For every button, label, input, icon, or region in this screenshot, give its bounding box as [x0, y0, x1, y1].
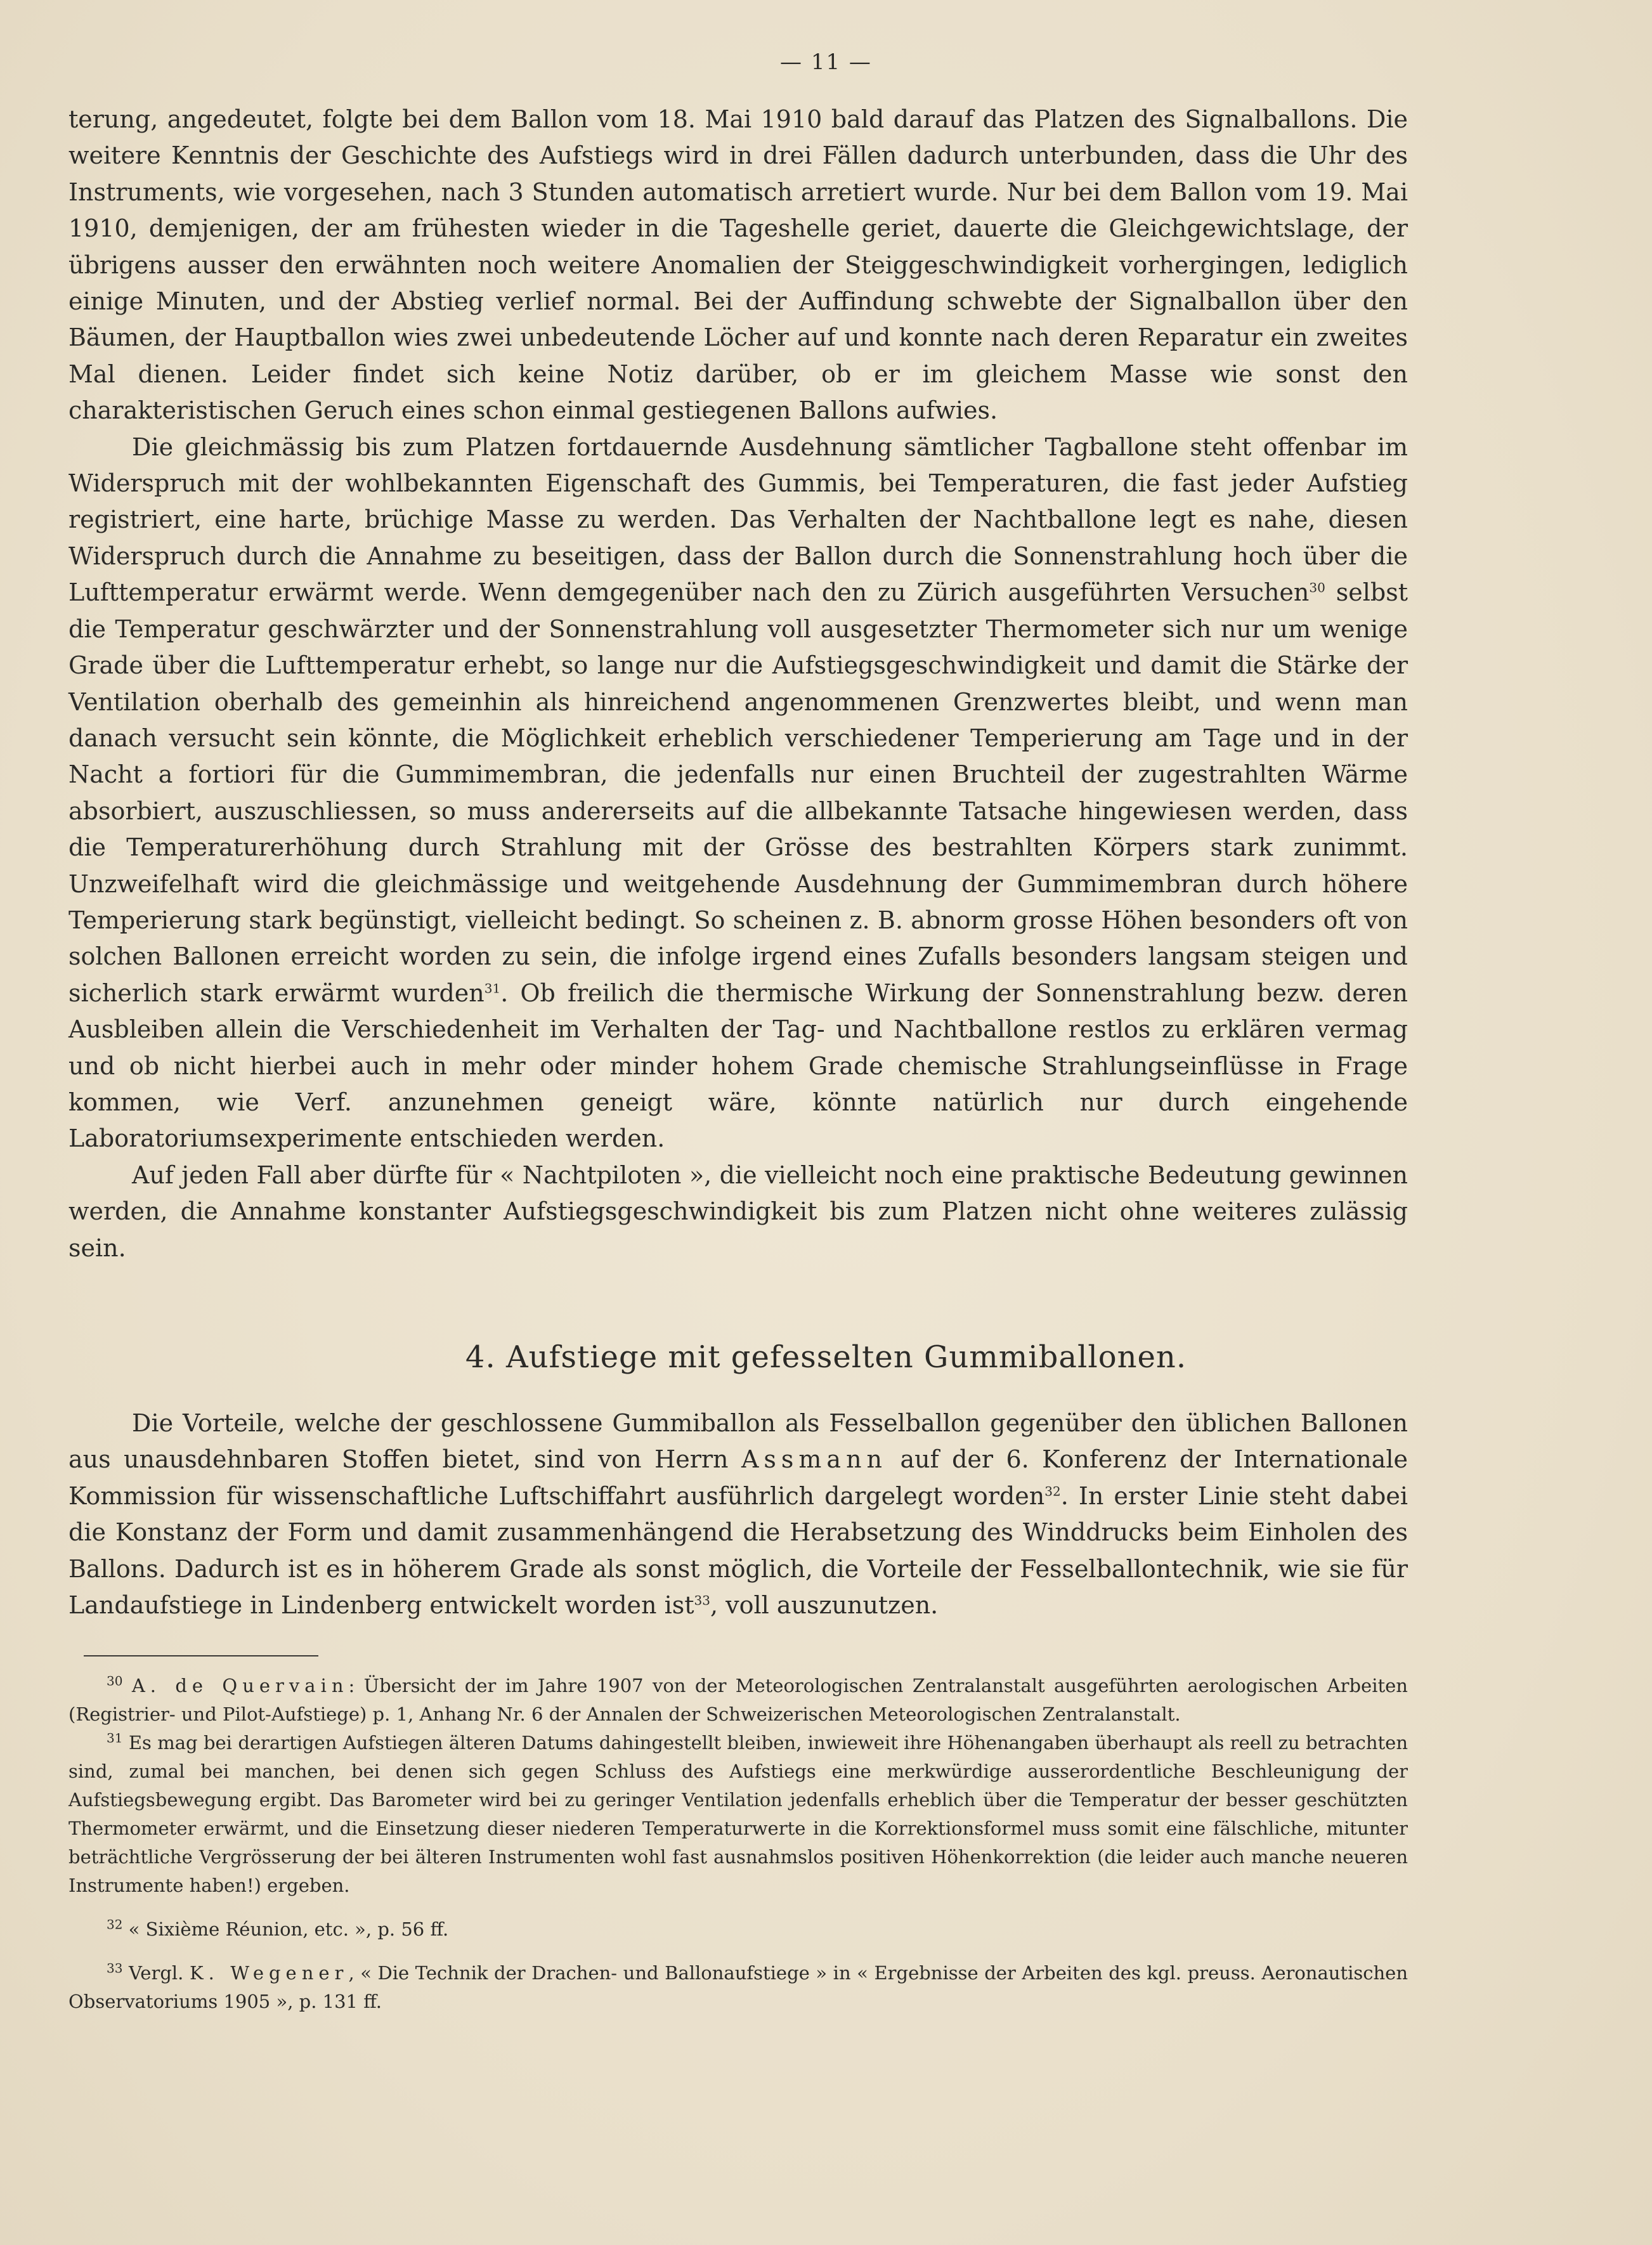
section-paragraph-part-d: , voll auszunutzen.: [710, 1591, 939, 1620]
footnote-33: [68, 1959, 1408, 2016]
section-text: [68, 1405, 1408, 1624]
footnote-31-number: 31: [107, 1730, 123, 1746]
footnote-33-prefix: Vergl.: [129, 1962, 184, 1984]
footnote-ref-33: 33: [694, 1592, 710, 1608]
main-text: [68, 101, 1408, 1266]
author-name-assmann: Assmann: [741, 1445, 888, 1474]
footnote-33-author: K. Wegener: [189, 1962, 349, 1984]
paragraph-2-part-3: . Ob freilich die thermische Wirkung der Sonnenstrahlung bezw. deren Ausbleiben allein die Verschiedenheit im Verhalten der Tag- und Nachtballone restlos zu erklären vermag und ob nicht hierbei auch in mehr oder minder hohem Grade chemische Strahlungseinflüsse in Frage kommen, wie Verf. anzunehmen geneigt wäre, könnte natürlich nur durch eingehende Laboratoriumsexperimente entschieden werden.: [68, 979, 1408, 1153]
footnote-32: [68, 1915, 1408, 1944]
section-paragraph-part-a: Die Vorteile, welche der geschlossene Gummiballon als Fesselballon gegenüber den üblichen Ballonen aus unausdehnbaren Stoffen bietet, sind von Herrn: [68, 1409, 1408, 1474]
paragraph-2: [68, 429, 1408, 1157]
footnote-ref-32: 32: [1044, 1483, 1061, 1499]
section-heading: 4. Aufstiege mit gefesselten Gummiballonen.: [465, 1339, 1187, 1375]
footnote-33-number: 33: [107, 1960, 123, 1976]
paragraph-2-part-1: Die gleichmässig bis zum Platzen fortdauernde Ausdehnung sämtlicher Tagballone steht offenbar im Widerspruch mit der wohlbekannten Eigenschaft des Gummis, bei Temperaturen, die fast jeder Aufstieg registriert, eine harte, brüchige Masse zu werden. Das Verhalten der Nachtballone legt es nahe, diesen Widerspruch durch die Annahme zu beseitigen, dass der Ballon durch die Sonnenstrahlung hoch über die Lufttemperatur erwärmt werde. Wenn demgegenüber nach den zu Zürich ausgeführten Versuchen: [68, 433, 1408, 607]
footnote-30-text: : Übersicht der im Jahre 1907 von der Meteorologischen Zentralanstalt ausgeführten aerologischen Arbeiten (Registrier- und Pilot-Aufstiege) p. 1, Anhang Nr. 6 der Annalen der Schweizerischen Meteorologischen Zentralanstalt.: [68, 1675, 1408, 1725]
paragraph-3: Auf jeden Fall aber dürfte für « Nachtpiloten », die vielleicht noch eine praktische Bedeutung gewinnen werden, die Annahme konstanter Aufstiegsgeschwindigkeit bis zum Platzen nicht ohne weiteres zulässig sein.: [68, 1161, 1408, 1262]
footnote-ref-31: 31: [484, 980, 501, 996]
section-paragraph: [68, 1405, 1408, 1624]
footnote-divider: [84, 1655, 318, 1656]
paragraph-2-part-2: selbst die Temperatur geschwärzter und der Sonnenstrahlung voll ausgesetzter Thermometer sich nur um wenige Grade über die Lufttemperatur erhebt, so lange nur die Aufstiegsgeschwindigkeit und damit die Stärke der Ventilation oberhalb des gemeinhin als hinreichend angenommenen Grenzwertes bleibt, und wenn man danach versucht sein könnte, die Möglichkeit erheblich verschiedener Temperierung am Tage und in der Nacht a fortiori für die Gummimembran, die jedenfalls nur einen Bruchteil der zugestrahlten Wärme absorbiert, auszuschliessen, so muss andererseits auf die allbekannte Tatsache hingewiesen werden, dass die Temperaturerhöhung durch Strahlung mit der Grösse des bestrahlten Körpers stark zunimmt. Unzweifelhaft wird die gleichmässige und weitgehende Ausdehnung der Gummimembran durch höhere Temperierung stark begünstigt, vielleicht bedingt. So scheinen z. B. abnorm grosse Höhen besonders oft von solchen Ballonen erreicht worden zu sein, die infolge irgend eines Zufalls besonders langsam steigen und sicherlich stark erwärmt wurden: [68, 578, 1408, 1007]
paragraph-1: terung, angedeutet, folgte bei dem Ballon vom 18. Mai 1910 bald darauf das Platzen des Signalballons. Die weitere Kenntnis der Geschichte des Aufstiegs wird in drei Fällen dadurch unterbunden, dass die Uhr des Instruments, wie vorgesehen, nach 3 Stunden automatisch arretiert wurde. Nur bei dem Ballon vom 19. Mai 1910, demjenigen, der am frühesten wieder in die Tageshelle geriet, dauerte die Gleichgewichtslage, der übrigens ausser den erwähnten noch weitere Anomalien der Steiggeschwindigkeit vorhergingen, lediglich einige Minuten, und der Abstieg verlief normal. Bei der Auffindung schwebte der Signalballon über den Bäumen, der Hauptballon wies zwei unbedeutende Löcher auf und konnte nach deren Reparatur ein zweites Mal dienen. Leider findet sich keine Notiz darüber, ob er im gleichem Masse wie sonst den charakteristischen Geruch eines schon einmal gestiegenen Ballons aufwies.: [68, 105, 1408, 425]
footnote-30: [68, 1672, 1408, 1729]
footnote-31-text: Es mag bei derartigen Aufstiegen älteren Datums dahingestellt bleiben, inwieweit ihre Höhenangaben überhaupt als reell zu betrachten sind, zumal bei manchen, bei denen sich gegen Schluss des Aufstiegs eine merkwürdige ausserordentliche Beschleunigung der Aufstiegsbewegung ergibt. Das Barometer wird bei zu geringer Ventilation jedenfalls erheblich über die Temperatur der besser geschützten Thermometer erwärmt, und die Einsetzung dieser niederen Temperaturwerte in die Korrektionsformel muss somit eine fälschliche, mitunter beträchtliche Vergrösserung der bei älteren Instrumenten wohl fast ausnahmslos positiven Höhenkorrektion (die leider auch manche neueren Instrumente haben!) ergeben.: [68, 1732, 1408, 1896]
section-paragraph-part-b: auf der 6. Konferenz der Internationale Kommission für wissenschaftliche Luftschiffahrt ausführlich dargelegt worden: [68, 1445, 1408, 1510]
footnote-30-author: A. de Quervain: [131, 1675, 349, 1696]
section-paragraph-part-c: . In erster Linie steht dabei die Konstanz der Form und damit zusammenhängend die Herabsetzung des Winddrucks beim Einholen des Ballons. Dadurch ist es in höherem Grade als sonst möglich, die Vorteile der Fesselballontechnik, wie sie für Landaufstiege in Lindenberg entwickelt worden ist: [68, 1481, 1408, 1620]
footnote-33-text: , « Die Technik der Drachen- und Ballonaufstiege » in « Ergebnisse der Arbeiten des kgl. preuss. Aeronautischen Observatoriums 1905 », p. 131 ff.: [68, 1962, 1408, 2012]
page-number: — 11 —: [780, 49, 872, 75]
footnote-ref-30: 30: [1309, 580, 1325, 595]
footnote-32-number: 32: [107, 1916, 123, 1932]
footnotes: [68, 1672, 1408, 2016]
footnote-31: [68, 1729, 1408, 1900]
footnote-30-number: 30: [107, 1673, 123, 1689]
footnote-32-text: « Sixième Réunion, etc. », p. 56 ff.: [128, 1918, 449, 1940]
